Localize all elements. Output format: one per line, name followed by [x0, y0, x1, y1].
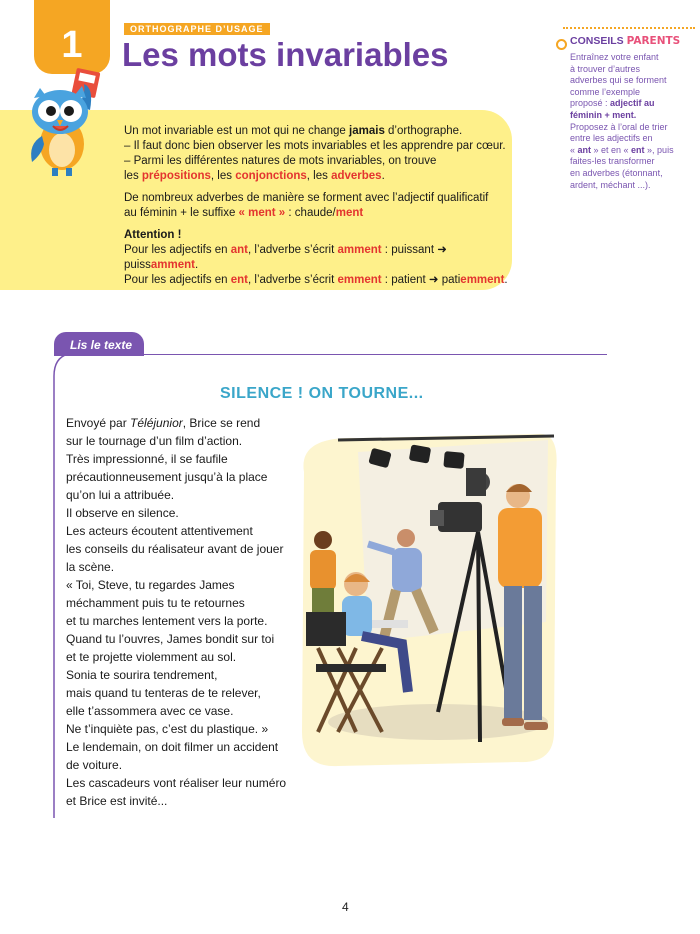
keyword-ment: « ment »: [238, 207, 286, 219]
tips-line: Proposez à l’oral de trier: [570, 121, 668, 132]
rule-paragraph-1: [124, 124, 508, 184]
rule-text-span: : chaude/: [285, 207, 336, 219]
rule-text-span: .: [381, 170, 385, 182]
story-title: SILENCE ! ON TOURNE...: [220, 385, 424, 402]
story-italic: Téléjunior: [130, 416, 183, 430]
rule-text-span: – Parmi les différentes natures de mots invariables, on trouve: [124, 155, 437, 167]
tips-line: comme l’exemple: [570, 86, 641, 97]
story-text: [66, 414, 296, 810]
story-line: et te projette violemment au sol.: [66, 650, 237, 664]
rule-paragraph-3: [124, 228, 508, 288]
tips-line: à trouver d’autres: [570, 63, 641, 74]
story-line: et tu marches lentement vers la porte.: [66, 614, 268, 628]
keyword-ment: ment: [335, 207, 364, 219]
story-text-span: Envoyé par: [66, 416, 131, 430]
story-line: Le lendemain, on doit filmer un accident: [66, 740, 279, 754]
story-line: méchamment puis tu te retournes: [66, 596, 245, 610]
tips-line: faites-les transformer: [570, 156, 655, 167]
rule-text-span: .: [194, 259, 199, 271]
rule-bold: jamais: [349, 125, 385, 137]
tips-line: [570, 145, 694, 157]
tips-text: » et en «: [591, 144, 632, 155]
tips-line: [570, 110, 694, 122]
rule-text-span: , les: [306, 170, 332, 182]
story-line: Très impressionné, il se faufile: [66, 452, 228, 466]
keyword-emment: emment: [460, 274, 505, 286]
parents-tips-text: [570, 52, 694, 191]
rule-text-span: : puissant ➜ puiss: [124, 244, 447, 271]
rule-text-span: , l’adverbe s’écrit: [248, 244, 338, 256]
keyword-ant: ant: [230, 244, 249, 256]
tips-line: Entraînez votre enfant: [570, 52, 659, 62]
keyword-amment: amment: [337, 244, 382, 256]
keyword-prepositions: prépositions: [141, 170, 211, 182]
story-text-span: , Brice se rend: [182, 416, 261, 430]
tips-bold: ent: [631, 144, 645, 155]
rule-text: [124, 124, 508, 295]
rule-text-span: d’orthographe.: [384, 125, 463, 137]
keyword-conjonctions: conjonctions: [235, 170, 307, 182]
page-number: 4: [342, 900, 349, 914]
rule-text-span: De nombreux adverbes de manière se forment avec l’adjectif qualificatif: [124, 192, 489, 204]
parents-tips-heading: [570, 35, 680, 47]
tips-line: [570, 98, 694, 110]
rule-text-span: Pour les adjectifs en: [124, 244, 231, 256]
owl-mascot-icon: [8, 66, 118, 178]
story-line: elle t’assommera avec ce vase.: [66, 704, 234, 718]
tips-line: en adverbes (étonnant,: [570, 167, 663, 178]
rule-text-span: au féminin + le suffixe: [124, 207, 239, 219]
story-line: la scène.: [66, 560, 115, 574]
rule-text-span: – Il faut donc bien observer les mots invariables et les apprendre par cœur.: [124, 140, 506, 152]
rule-text-span: Un mot invariable est un mot qui ne change: [124, 125, 350, 137]
tips-bold: féminin + ment.: [570, 109, 637, 120]
story-line: précautionneusement jusqu’à la place: [66, 470, 268, 484]
rule-text-span: : patient ➜ pati: [381, 274, 461, 286]
tips-text: «: [570, 144, 578, 155]
film-set-illustration: [298, 432, 560, 768]
story-line: Les acteurs écoutent attentivement: [66, 524, 253, 538]
story-line: [66, 414, 296, 432]
attention-label: Attention !: [124, 229, 182, 241]
section-tag: ORTHOGRAPHE D’USAGE: [124, 23, 270, 35]
rule-text-span: , l’adverbe s’écrit: [248, 274, 338, 286]
story-line: mais quand tu tenteras de te relever,: [66, 686, 261, 700]
tips-text: proposé :: [570, 98, 611, 109]
tips-bold: ant: [577, 144, 592, 155]
lesson-number-tab: [34, 0, 110, 74]
story-line: et Brice est invité...: [66, 794, 168, 808]
rule-text-span: les: [124, 170, 142, 182]
section-divider: [54, 354, 607, 355]
keyword-adverbes: adverbes: [331, 170, 382, 182]
tips-bold: adjectif au: [610, 98, 655, 109]
story-line: Sonia te sourira tendrement,: [66, 668, 218, 682]
lesson-number: 1: [61, 24, 83, 66]
story-line: sur le tournage d’un film d’action.: [66, 434, 243, 448]
tips-bullet-icon: [556, 39, 567, 50]
rule-paragraph-2: [124, 191, 508, 221]
keyword-ent: ent: [230, 274, 249, 286]
story-line: « Toi, Steve, tu regardes James: [66, 578, 235, 592]
tips-divider: [563, 27, 695, 29]
rule-text-span: Pour les adjectifs en: [124, 274, 231, 286]
tips-heading-b: PARENTS: [626, 35, 681, 47]
keyword-emment: emment: [337, 274, 382, 286]
page-title: Les mots invariables: [122, 36, 449, 73]
keyword-amment: amment: [150, 259, 195, 271]
story-line: qu’on lui a attribuée.: [66, 488, 175, 502]
rule-text-span: , les: [210, 170, 236, 182]
story-line: Ne t’inquiète pas, c’est du plastique. »: [66, 722, 269, 736]
tips-text: », puis: [644, 144, 674, 155]
tips-line: ardent, méchant ...).: [570, 179, 651, 190]
tips-heading-a: CONSEILS: [570, 35, 624, 47]
story-line: de voiture.: [66, 758, 123, 772]
tips-line: adverbes qui se forment: [570, 75, 667, 86]
read-text-label: Lis le texte: [70, 338, 133, 352]
story-line: Les cascadeurs vont réaliser leur numéro: [66, 776, 287, 790]
rule-text-span: .: [504, 274, 508, 286]
story-line: les conseils du réalisateur avant de jouer: [66, 542, 284, 556]
story-line: Il observe en silence.: [66, 506, 179, 520]
tips-line: entre les adjectifs en: [570, 133, 653, 144]
story-line: Quand tu l’ouvres, James bondit sur toi: [66, 632, 275, 646]
